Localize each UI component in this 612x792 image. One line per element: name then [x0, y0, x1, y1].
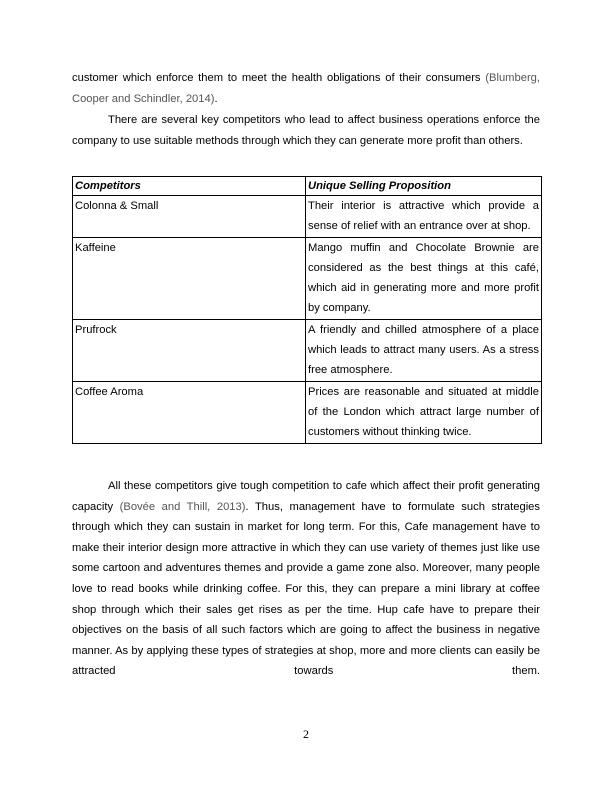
competitor-name: Colonna & Small	[73, 196, 306, 238]
citation: (Blumberg, Cooper and Schindler, 2014)	[72, 72, 540, 105]
competitor-name: Coffee Aroma	[73, 381, 306, 443]
paragraph-strategies	[72, 476, 540, 682]
table-row	[73, 319, 542, 381]
table-header-row	[73, 177, 542, 196]
page-number: 2	[303, 727, 309, 741]
competitor-usp: Prices are reasonable and situated at middle of the London which attract large number of customers without thinking twice.	[306, 381, 542, 443]
competitor-usp: Mango muffin and Chocolate Brownie are considered as the best things at this café, which aid in generating more and more profit by company.	[306, 237, 542, 319]
citation: (Bovée and Thill, 2013)	[119, 500, 246, 513]
competitor-usp: A friendly and chilled atmosphere of a place which leads to attract many users. As a stress free atmosphere.	[306, 319, 542, 381]
competitor-usp: Their interior is attractive which provide a sense of relief with an entrance over at shop.	[306, 196, 542, 238]
table-row	[73, 237, 542, 319]
paragraph-text: There are several key competitors who lead to affect business operations enforce the company to use suitable methods through which they can generate more profit than others.	[72, 114, 540, 147]
header-usp: Unique Selling Proposition	[306, 177, 542, 196]
paragraph-text: customer which enforce them to meet the health obligations of their consumers	[72, 72, 481, 84]
table-row	[73, 381, 542, 443]
competitors-table	[72, 176, 542, 444]
competitor-name: Kaffeine	[73, 237, 306, 319]
sentence-end: .	[214, 92, 218, 105]
paragraph-text: All these competitors give tough competition to cafe which affect their profit generating capacity	[72, 480, 540, 513]
paragraph-competitors-intro	[72, 110, 540, 151]
table-row	[73, 196, 542, 238]
header-competitors: Competitors	[73, 177, 306, 196]
competitor-name: Prufrock	[73, 319, 306, 381]
paragraph-intro-continuation	[72, 68, 540, 109]
paragraph-text-continued: . Thus, management have to formulate such strategies through which they can sustain in market for long term. For this, Cafe management have to make their interior design more attractive in which they can use variety of themes just like use some cartoon and adventures themes and provide a game zone also. Moreover, many people love to read books while drinking coffee. For this, they can prepare a mini library at coffee shop through which their sales get rises as per the time. Hup cafe have to prepare their objectives on the basis of all such factors which are going to affect the business in negative manner. As by applying these types of strategies at shop, more and more clients can easily be attracted towards them.	[72, 500, 540, 678]
